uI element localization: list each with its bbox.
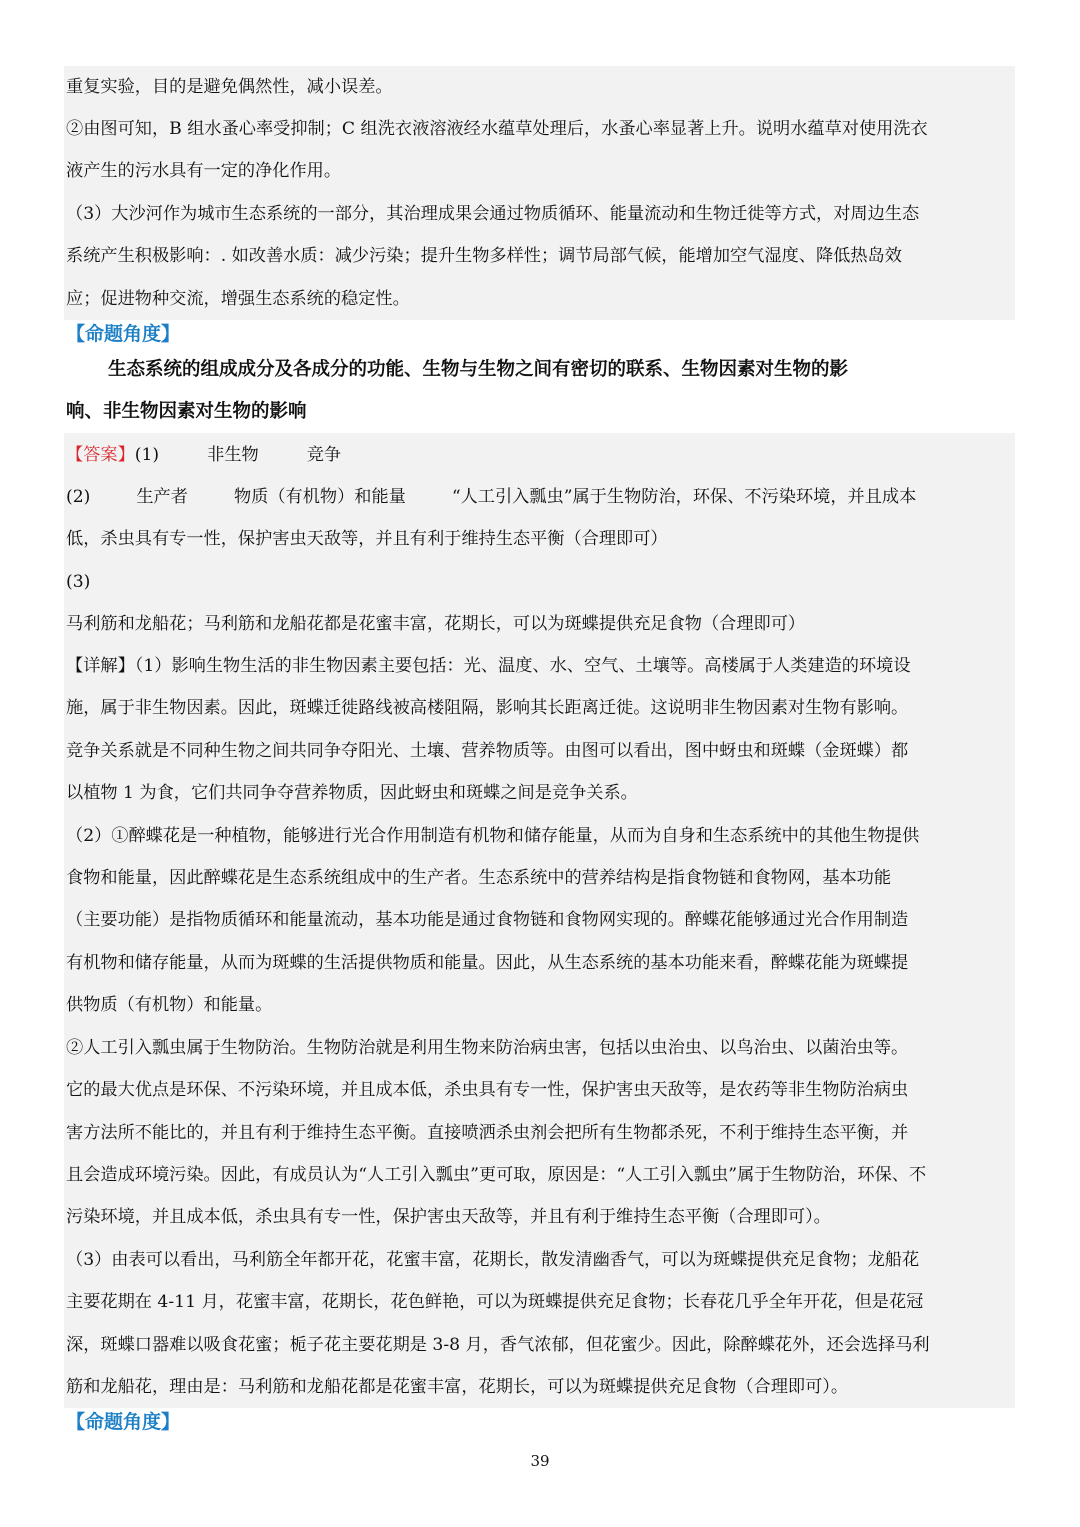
text-line: 深，斑蝶口器难以吸食花蜜；栀子花主要花期是 3-8 月，香气浓郁，但花蜜少。因此，除醉蝶花外，还会选择马利 [66, 1335, 930, 1355]
text-line: ②人工引入瓢虫属于生物防治。生物防治就是利用生物来防治病虫害，包括以虫治虫、以鸟治虫、以菌治虫等。 [66, 1038, 909, 1058]
text-line: 重复实验，目的是避免偶然性，减小误差。 [66, 77, 393, 97]
answer-q1-a: 非生物 [207, 445, 259, 465]
text-line: （3）由表可以看出，马利筋全年都开花，花蜜丰富，花期长，散发清幽香气，可以为斑蝶提供充足食物；龙船花 [66, 1250, 920, 1270]
text-line: 它的最大优点是环保、不污染环境，并且成本低，杀虫具有专一性，保护害虫天敌等，是农药等非生物防治病虫 [66, 1080, 909, 1100]
text-line: 有机物和储存能量，从而为斑蝶的生活提供物质和能量。因此，从生态系统的基本功能来看，醉蝶花能为斑蝶提 [66, 953, 909, 973]
text-line: 污染环境，并且成本低，杀虫具有专一性，保护害虫天敌等，并且有利于维持生态平衡（合理即可）。 [66, 1207, 831, 1227]
section-heading: 【命题角度】 [66, 1411, 181, 1433]
text-line: 施，属于非生物因素。因此，斑蝶迁徙路线被高楼阻隔，影响其长距离迁徙。这说明非生物因素对生物有影响。 [66, 698, 909, 718]
answer-q1-number: (1) [134, 445, 160, 465]
answer-q2-number: (2) [66, 487, 91, 507]
section-heading: 【命题角度】 [66, 323, 181, 345]
answer-q2-a: 生产者 [136, 487, 188, 507]
text-line: 害方法所不能比的，并且有利于维持生态平衡。直接喷洒杀虫剂会把所有生物都杀死，不利于维持生态平衡，并 [66, 1123, 909, 1143]
answer-q2-b: 物质（有机物）和能量 [233, 487, 406, 507]
answer-q1-b: 竞争 [306, 445, 342, 465]
detail-first-line [66, 653, 1014, 679]
text-line: ②由图可知，B 组水蚤心率受抑制；C 组洗衣液溶液经水蕴草处理后，水蚤心率显著上升。说明水蕴草对使用洗衣 [66, 119, 928, 139]
topic-line: 响、非生物因素对生物的影响 [66, 401, 307, 422]
text-line: 液产生的污水具有一定的净化作用。 [66, 161, 342, 181]
text-line: 以植物 1 为食，它们共同争夺营养物质，因此蚜虫和斑蝶之间是竞争关系。 [66, 783, 638, 803]
text-line: （2）①醉蝶花是一种植物，能够进行光合作用制造有机物和储存能量，从而为自身和生态系统中的其他生物提供 [66, 826, 920, 846]
answer-line-3: 低，杀虫具有专一性，保护害虫天敌等，并且有利于维持生态平衡（合理即可） [66, 529, 668, 549]
detail-tag: 【详解】 [66, 656, 135, 676]
answer-q3-text: 马利筋和龙船花；马利筋和龙船花都是花蜜丰富，花期长，可以为斑蝶提供充足食物（合理即可） [66, 614, 806, 634]
text-line: 食物和能量，因此醉蝶花是生态系统组成中的生产者。生态系统中的营养结构是指食物链和食物网，基本功能 [66, 868, 892, 888]
text-line: （主要功能）是指物质循环和能量流动，基本功能是通过食物链和食物网实现的。醉蝶花能够通过光合作用制造 [66, 910, 909, 930]
answer-q2-c: “人工引入瓢虫”属于生物防治，环保、不污染环境，并且成本 [451, 487, 917, 507]
top-explanation-block [64, 66, 1015, 320]
topic-line: 生态系统的组成成分及各成分的功能、生物与生物之间有密切的联系、生物因素对生物的影 [108, 359, 849, 380]
page-number: 39 [530, 1452, 550, 1470]
text-line: （3）大沙河作为城市生态系统的一部分，其治理成果会通过物质循环、能量流动和生物迁徙等方式，对周边生态 [66, 204, 920, 224]
answer-q3-number: (3) [66, 572, 91, 592]
answer-line-1 [66, 442, 1014, 468]
text-line: 主要花期在 4-11 月，花蜜丰富，花期长，花色鲜艳，可以为斑蝶提供充足食物；长春花几乎全年开花，但是花冠 [66, 1292, 924, 1312]
answer-line-2 [66, 484, 1014, 510]
text-line: 且会造成环境污染。因此，有成员认为“人工引入瓢虫”更可取，原因是：“人工引入瓢虫”属于生物防治，环保、不 [66, 1165, 927, 1185]
text-line: 供物质（有机物）和能量。 [66, 995, 273, 1015]
text-line: 应；促进物种交流，增强生态系统的稳定性。 [66, 289, 410, 309]
answer-tag: 【答案】 [66, 445, 135, 465]
text-line: 系统产生积极影响：. 如改善水质：减少污染；提升生物多样性；调节局部气候，能增加空气湿度、降低热岛效 [66, 246, 902, 266]
text-line: 筋和龙船花，理由是：马利筋和龙船花都是花蜜丰富，花期长，可以为斑蝶提供充足食物（合理即可）。 [66, 1377, 849, 1397]
text-line: 竞争关系就是不同种生物之间共同争夺阳光、土壤、营养物质等。由图可以看出，图中蚜虫和斑蝶（金斑蝶）都 [66, 741, 909, 761]
detail-text: （1）影响生物生活的非生物因素主要包括：光、温度、水、空气、土壤等。高楼属于人类建造的环境设 [134, 656, 911, 676]
